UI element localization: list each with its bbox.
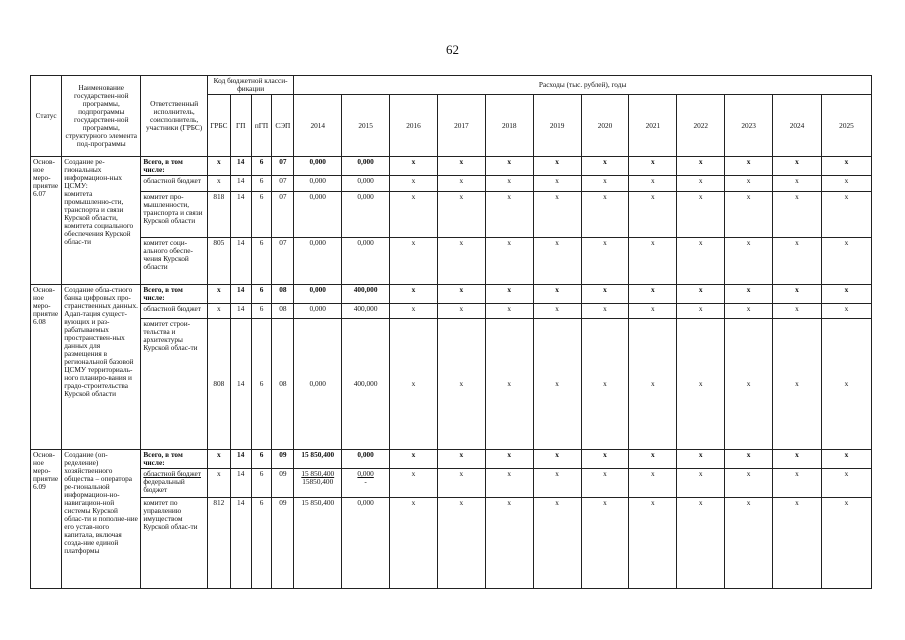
table-row: [31, 238, 872, 285]
sep-cell: 08: [272, 285, 294, 304]
header-sep: СЭП: [272, 95, 294, 157]
year-cell: x: [677, 238, 725, 285]
pgp-cell: 6: [251, 304, 272, 319]
year-value: -: [364, 477, 367, 487]
year-cell: x: [773, 498, 822, 589]
year-cell: x: [533, 285, 581, 304]
year-cell: x: [773, 176, 822, 192]
year-cell: x: [821, 498, 871, 589]
year-cell: x: [677, 304, 725, 319]
year-cell: 0,000: [294, 304, 342, 319]
year-cell: x: [629, 450, 677, 469]
budget-table: [30, 75, 872, 589]
year-cell: x: [629, 469, 677, 498]
year-cell: 0,000: [294, 157, 342, 176]
year-cell: x: [390, 176, 438, 192]
year-cell: x: [437, 319, 485, 450]
table-row: [31, 157, 872, 176]
year-cell: x: [773, 319, 822, 450]
year-cell: x: [773, 450, 822, 469]
year-cell: x: [725, 285, 773, 304]
table-row: [31, 319, 872, 450]
year-cell: x: [821, 469, 871, 498]
header-budget-code: Код бюджетной класси-фикации: [207, 76, 293, 95]
table-row: [31, 450, 872, 469]
year-cell: x: [677, 285, 725, 304]
table-body: [31, 157, 872, 589]
year-cell: x: [773, 238, 822, 285]
year-cell: x: [533, 319, 581, 450]
year-cell: x: [821, 285, 871, 304]
header-year: 2022: [677, 95, 725, 157]
sep-cell: 07: [272, 176, 294, 192]
year-cell: x: [629, 176, 677, 192]
pgp-cell: 6: [251, 498, 272, 589]
table-header: [31, 76, 872, 157]
responsible-cell: Всего, в том числе:: [141, 285, 208, 304]
header-responsible: Ответственный исполнитель, соисполнитель, участники (ГРБС): [141, 76, 208, 157]
year-cell: 0,000: [294, 285, 342, 304]
year-cell: x: [581, 450, 629, 469]
year-cell: 0,000: [294, 176, 342, 192]
year-cell: x: [773, 285, 822, 304]
year-cell: x: [629, 285, 677, 304]
year-cell: x: [725, 192, 773, 238]
year-cell: x: [821, 176, 871, 192]
year-cell: x: [390, 469, 438, 498]
pgp-cell: 6: [251, 238, 272, 285]
year-cell: x: [437, 157, 485, 176]
header-year: 2024: [773, 95, 822, 157]
responsible-line: областной бюджет: [143, 469, 201, 479]
pgp-cell: 6: [251, 450, 272, 469]
year-cell: x: [677, 192, 725, 238]
year-cell: x: [677, 498, 725, 589]
year-cell: x: [677, 469, 725, 498]
status-cell: Основ-ное меро-приятие 6.09: [31, 450, 62, 589]
sep-cell: 08: [272, 319, 294, 450]
year-cell: x: [533, 304, 581, 319]
header-year: 2021: [629, 95, 677, 157]
year-cell: x: [581, 319, 629, 450]
year-cell: x: [390, 304, 438, 319]
year-cell: x: [725, 319, 773, 450]
year-cell: x: [677, 450, 725, 469]
year-cell: 0,000: [342, 157, 390, 176]
year-cell: x: [821, 192, 871, 238]
name-cell: Создание обла-стного банка цифровых про-странственных данных. Адап-тация сущест-вующих и раз-рабатываемых пространствен-ных данных для размещения в региональной базовой ЦСМУ территориаль-ного планиро-вания и градо-строительства Курской области: [62, 285, 141, 450]
year-cell: x: [533, 498, 581, 589]
year-cell: x: [437, 238, 485, 285]
year-cell: x: [629, 498, 677, 589]
pgp-cell: 6: [251, 192, 272, 238]
year-cell: x: [437, 285, 485, 304]
header-status: Статус: [31, 76, 62, 157]
grbs-cell: 805: [207, 238, 230, 285]
year-cell: x: [533, 157, 581, 176]
year-cell: x: [485, 285, 533, 304]
name-rest: комитета промышленно-сти, транспорта и связи Курской области, комитета социального обеспечения Курской облас-ти: [64, 189, 134, 247]
year-cell: 400,000: [342, 319, 390, 450]
gp-cell: 14: [230, 319, 251, 450]
gp-cell: 14: [230, 192, 251, 238]
year-cell: x: [821, 319, 871, 450]
grbs-cell: x: [207, 469, 230, 498]
header-year: 2023: [725, 95, 773, 157]
year-cell: x: [629, 157, 677, 176]
header-year: 2019: [533, 95, 581, 157]
year-cell: x: [437, 498, 485, 589]
table-row: [31, 498, 872, 589]
gp-cell: 14: [230, 157, 251, 176]
sep-cell: 09: [272, 450, 294, 469]
year-cell: x: [725, 238, 773, 285]
year-cell: 400,000: [342, 285, 390, 304]
year-cell: 0,000: [342, 192, 390, 238]
sep-cell: 08: [272, 304, 294, 319]
header-name: Наименование государствен-ной программы, подпрограммы государствен-ной программы, структурного элемента под-программы: [62, 76, 141, 157]
year-cell: x: [390, 285, 438, 304]
gp-cell: 14: [230, 285, 251, 304]
year-cell: x: [533, 192, 581, 238]
responsible-line: федеральный бюджет: [143, 477, 185, 495]
table-row: [31, 469, 872, 498]
year-cell: x: [725, 304, 773, 319]
year-cell: 15 850,400: [294, 450, 342, 469]
year-cell: x: [677, 319, 725, 450]
responsible-cell: комитет строи-тельства и архитектуры Курской облас-ти: [141, 319, 208, 450]
year-cell: [342, 469, 390, 498]
year-cell: x: [485, 304, 533, 319]
sep-cell: 07: [272, 238, 294, 285]
year-cell: x: [390, 450, 438, 469]
year-cell: x: [485, 157, 533, 176]
year-cell: x: [390, 157, 438, 176]
year-cell: x: [485, 319, 533, 450]
header-grbs: ГРБС: [207, 95, 230, 157]
year-cell: x: [821, 157, 871, 176]
year-cell: x: [821, 238, 871, 285]
name-cell: Создание (оп-ределение) хозяйственного общества – оператора ре-гиональной информацион-но-навигацион-ной системы Курской облас-ти и пополне-ние его устав-ного капитала, включая созда-ние единой платформы: [62, 450, 141, 589]
year-cell: x: [437, 304, 485, 319]
responsible-cell: Всего, в том числе:: [141, 157, 208, 176]
status-cell: Основ-ное меро-приятие 6.08: [31, 285, 62, 450]
year-cell: x: [533, 176, 581, 192]
year-cell: 0,000: [294, 319, 342, 450]
year-value: 15 850,400: [301, 469, 335, 479]
year-cell: x: [773, 304, 822, 319]
year-cell: x: [581, 304, 629, 319]
year-cell: x: [725, 157, 773, 176]
pgp-cell: 6: [251, 469, 272, 498]
grbs-cell: 818: [207, 192, 230, 238]
year-cell: x: [677, 157, 725, 176]
year-cell: 15 850,400: [294, 498, 342, 589]
year-cell: x: [437, 176, 485, 192]
page-number: 62: [446, 42, 459, 57]
year-cell: [294, 469, 342, 498]
year-cell: x: [437, 450, 485, 469]
grbs-cell: x: [207, 450, 230, 469]
year-cell: x: [437, 192, 485, 238]
header-pgp: пГП: [251, 95, 272, 157]
year-cell: 400,000: [342, 304, 390, 319]
year-cell: x: [725, 450, 773, 469]
year-cell: x: [581, 157, 629, 176]
gp-cell: 14: [230, 469, 251, 498]
year-cell: x: [725, 498, 773, 589]
year-cell: x: [629, 304, 677, 319]
responsible-cell: комитет про-мышленности, транспорта и связи Курской области: [141, 192, 208, 238]
header-year: 2015: [342, 95, 390, 157]
year-cell: x: [533, 450, 581, 469]
sep-cell: 07: [272, 157, 294, 176]
pgp-cell: 6: [251, 157, 272, 176]
year-cell: x: [773, 192, 822, 238]
year-cell: x: [677, 176, 725, 192]
header-year: 2025: [821, 95, 871, 157]
responsible-cell: областной бюджет: [141, 304, 208, 319]
header-gp: ГП: [230, 95, 251, 157]
responsible-cell: комитет по управлению имуществом Курской облас-ти: [141, 498, 208, 589]
year-cell: 0,000: [342, 498, 390, 589]
grbs-cell: x: [207, 285, 230, 304]
pgp-cell: 6: [251, 176, 272, 192]
header-year: 2018: [485, 95, 533, 157]
year-cell: x: [581, 498, 629, 589]
year-cell: x: [581, 285, 629, 304]
header-year: 2016: [390, 95, 438, 157]
gp-cell: 14: [230, 176, 251, 192]
year-cell: x: [629, 319, 677, 450]
year-cell: x: [437, 469, 485, 498]
year-cell: x: [485, 469, 533, 498]
year-cell: x: [485, 238, 533, 285]
year-cell: x: [725, 176, 773, 192]
year-cell: x: [485, 498, 533, 589]
pgp-cell: 6: [251, 319, 272, 450]
year-cell: 0,000: [342, 450, 390, 469]
responsible-cell: областной бюджет: [141, 176, 208, 192]
year-cell: x: [485, 450, 533, 469]
year-cell: x: [581, 469, 629, 498]
responsible-cell: Всего, в том числе:: [141, 450, 208, 469]
sep-cell: 09: [272, 469, 294, 498]
gp-cell: 14: [230, 450, 251, 469]
year-cell: x: [581, 238, 629, 285]
header-year: 2020: [581, 95, 629, 157]
header-expenses: Расходы (тыс. рублей), годы: [294, 76, 872, 95]
grbs-cell: x: [207, 176, 230, 192]
year-cell: 0,000: [294, 238, 342, 285]
status-cell: Основ-ное меро-приятие 6.07: [31, 157, 62, 285]
pgp-cell: 6: [251, 285, 272, 304]
gp-cell: 14: [230, 238, 251, 285]
grbs-cell: x: [207, 157, 230, 176]
year-cell: 0,000: [342, 238, 390, 285]
year-cell: x: [485, 176, 533, 192]
name-cell: [62, 157, 141, 285]
year-cell: x: [821, 304, 871, 319]
year-cell: x: [390, 238, 438, 285]
responsible-cell: [141, 469, 208, 498]
sep-cell: 07: [272, 192, 294, 238]
year-value: 0,000: [357, 469, 374, 479]
year-cell: x: [581, 176, 629, 192]
year-cell: x: [390, 319, 438, 450]
year-cell: x: [533, 469, 581, 498]
gp-cell: 14: [230, 498, 251, 589]
year-cell: 0,000: [342, 176, 390, 192]
year-cell: x: [629, 238, 677, 285]
year-cell: x: [821, 450, 871, 469]
table-row: [31, 176, 872, 192]
year-value: 15850,400: [302, 477, 334, 487]
year-cell: x: [725, 469, 773, 498]
header-year: 2017: [437, 95, 485, 157]
sep-cell: 09: [272, 498, 294, 589]
year-cell: x: [629, 192, 677, 238]
gp-cell: 14: [230, 304, 251, 319]
year-cell: x: [773, 157, 822, 176]
year-cell: x: [390, 498, 438, 589]
table-row: [31, 192, 872, 238]
grbs-cell: 808: [207, 319, 230, 450]
grbs-cell: 812: [207, 498, 230, 589]
responsible-cell: комитет соци-ального обеспе-чения Курской области: [141, 238, 208, 285]
year-cell: 0,000: [294, 192, 342, 238]
year-cell: x: [390, 192, 438, 238]
name-title: Создание ре-гиональных информацион-ных ЦСМУ:: [64, 157, 122, 191]
year-cell: x: [485, 192, 533, 238]
grbs-cell: x: [207, 304, 230, 319]
table-row: [31, 285, 872, 304]
year-cell: x: [581, 192, 629, 238]
year-cell: x: [773, 469, 822, 498]
table-row: [31, 304, 872, 319]
header-year: 2014: [294, 95, 342, 157]
year-cell: x: [533, 238, 581, 285]
